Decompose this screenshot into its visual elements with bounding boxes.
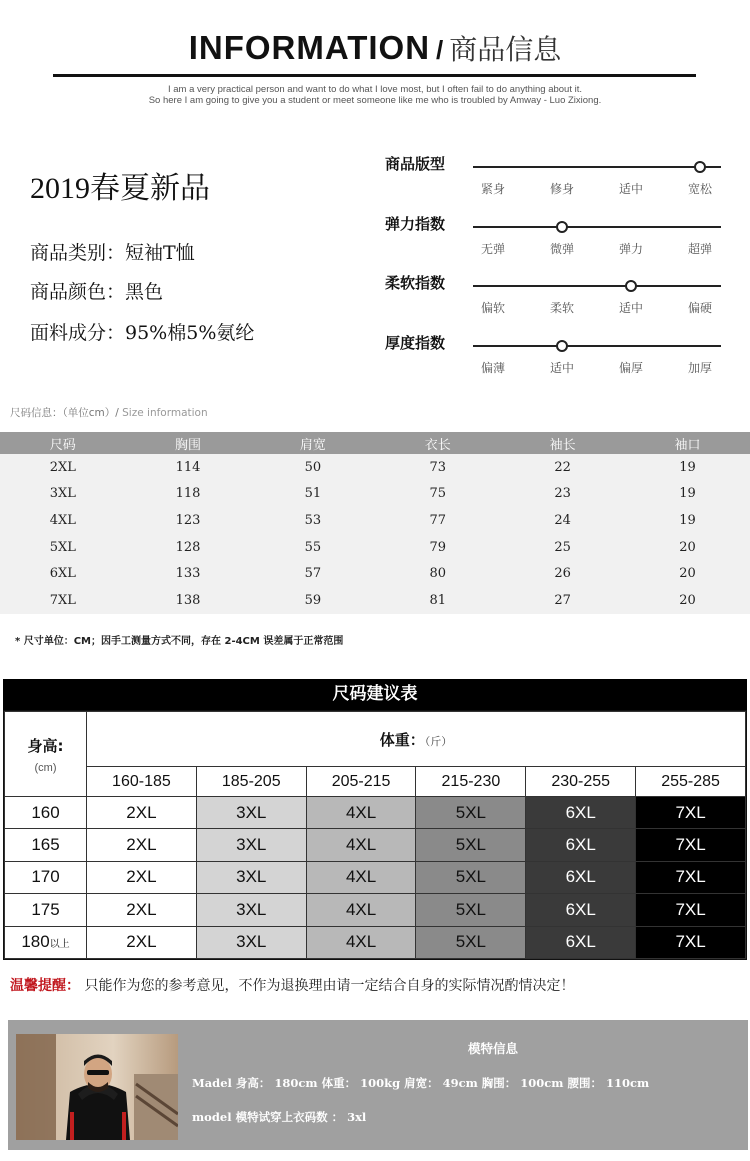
header-cell: 衣长 xyxy=(375,432,500,454)
recommend-row xyxy=(5,829,746,861)
table-cell: 6XL xyxy=(0,560,126,587)
header-cell: 袖长 xyxy=(500,432,625,454)
quote-line-1: I am a very practical person and want to do what I love most, but I often fail to do anything about it. xyxy=(167,84,582,95)
index-option: 偏厚 xyxy=(618,361,643,375)
product-color: 商品颜色：黑色 xyxy=(30,281,164,303)
index-marker xyxy=(625,280,637,292)
height-value xyxy=(5,894,87,926)
height-value xyxy=(5,861,87,893)
size-table-header xyxy=(0,432,750,454)
size-cell: 5XL xyxy=(416,861,526,893)
recommend-table xyxy=(4,711,746,959)
table-cell: 53 xyxy=(250,507,375,534)
height-header xyxy=(5,712,87,797)
index-label: 弹力指数 xyxy=(385,215,446,233)
warm-tip xyxy=(10,975,574,995)
warm-tip-text: 只能作为您的参考意见，不作为退换理由请一定结合自身的实际情况酌情决定！ xyxy=(80,978,575,994)
size-cell: 4XL xyxy=(306,894,416,926)
recommend-row xyxy=(5,861,746,893)
index-option: 无弹 xyxy=(480,242,505,256)
weight-range: 255-285 xyxy=(636,767,746,797)
size-cell: 4XL xyxy=(306,861,416,893)
size-cell: 6XL xyxy=(526,894,636,926)
size-cell: 6XL xyxy=(526,861,636,893)
model-info xyxy=(8,1020,748,1150)
header xyxy=(0,0,750,110)
table-cell: 128 xyxy=(126,534,251,561)
index-option: 紧身 xyxy=(480,182,505,196)
index-option: 偏软 xyxy=(480,301,505,315)
model-title: 模特信息 xyxy=(468,1041,519,1056)
title-chinese: 商品信息 xyxy=(449,33,562,66)
index-elasticity xyxy=(385,213,725,263)
table-cell: 51 xyxy=(250,481,375,508)
product-name: 2019春夏新品 xyxy=(30,172,210,205)
index-label: 商品版型 xyxy=(385,155,446,173)
size-caption-cn: 尺码信息：（单位cm）/ xyxy=(10,407,119,419)
table-cell: 123 xyxy=(126,507,251,534)
table-cell: 133 xyxy=(126,560,251,587)
index-track xyxy=(473,345,721,347)
size-cell: 6XL xyxy=(526,926,636,958)
table-cell: 4XL xyxy=(0,507,126,534)
table-cell: 23 xyxy=(500,481,625,508)
size-cell: 5XL xyxy=(416,926,526,958)
weight-range: 230-255 xyxy=(526,767,636,797)
weight-header xyxy=(87,712,746,767)
index-softness xyxy=(385,272,725,322)
table-cell: 3XL xyxy=(0,481,126,508)
height-unit: (cm) xyxy=(34,761,57,774)
size-cell: 2XL xyxy=(87,861,197,893)
index-fit xyxy=(385,153,725,203)
recommend-row xyxy=(5,797,746,829)
table-cell: 20 xyxy=(625,587,750,614)
size-cell: 6XL xyxy=(526,797,636,829)
height-number: 175 xyxy=(31,899,60,919)
index-thickness xyxy=(385,332,725,382)
title-row xyxy=(0,28,750,68)
height-number: 165 xyxy=(31,835,60,855)
index-label: 厚度指数 xyxy=(385,334,446,352)
index-option: 适中 xyxy=(618,182,643,196)
size-cell: 3XL xyxy=(196,829,306,861)
product-fabric: 面料成分：95%棉5%氨纶 xyxy=(30,322,255,344)
weight-range: 215-230 xyxy=(416,767,526,797)
header-cell: 胸围 xyxy=(126,432,251,454)
size-cell: 7XL xyxy=(636,894,746,926)
size-cell: 7XL xyxy=(636,829,746,861)
table-cell: 19 xyxy=(625,507,750,534)
table-cell: 2XL xyxy=(0,454,126,481)
height-value xyxy=(5,797,87,829)
weight-range: 160-185 xyxy=(87,767,197,797)
index-option: 超弹 xyxy=(687,242,712,256)
table-cell: 24 xyxy=(500,507,625,534)
table-cell: 118 xyxy=(126,481,251,508)
height-number: 170 xyxy=(31,867,60,887)
size-cell: 4XL xyxy=(306,926,416,958)
weight-unit: （斤） xyxy=(424,734,453,748)
header-cell: 尺码 xyxy=(0,432,126,454)
table-cell: 27 xyxy=(500,587,625,614)
size-cell: 2XL xyxy=(87,894,197,926)
table-row xyxy=(0,560,750,587)
size-cell: 3XL xyxy=(196,926,306,958)
table-cell: 77 xyxy=(375,507,500,534)
table-row xyxy=(0,587,750,614)
table-cell: 57 xyxy=(250,560,375,587)
table-cell: 73 xyxy=(375,454,500,481)
height-suffix: 以上 xyxy=(49,939,70,951)
index-option: 微弹 xyxy=(549,242,574,256)
table-row xyxy=(0,481,750,508)
header-rule xyxy=(53,74,696,77)
table-row xyxy=(0,507,750,534)
index-option: 弹力 xyxy=(618,242,643,256)
header-cell: 袖口 xyxy=(625,432,750,454)
index-option: 偏薄 xyxy=(480,361,505,375)
size-cell: 5XL xyxy=(416,829,526,861)
table-cell: 7XL xyxy=(0,587,126,614)
index-marker xyxy=(556,221,568,233)
index-track xyxy=(473,166,721,168)
table-cell: 19 xyxy=(625,481,750,508)
index-track xyxy=(473,285,721,287)
index-option: 宽松 xyxy=(687,182,712,196)
size-cell: 5XL xyxy=(416,797,526,829)
table-cell: 22 xyxy=(500,454,625,481)
size-cell: 3XL xyxy=(196,797,306,829)
index-option: 适中 xyxy=(549,361,574,375)
table-cell: 55 xyxy=(250,534,375,561)
index-option: 修身 xyxy=(549,182,574,196)
recommend-title: 尺码建议表 xyxy=(3,679,747,710)
table-cell: 19 xyxy=(625,454,750,481)
recommend-weight-row xyxy=(5,712,746,767)
recommend-row xyxy=(5,926,746,958)
recommend-range-row xyxy=(5,767,746,797)
index-option: 偏硬 xyxy=(687,301,712,315)
model-measurements: Madel 身高： 180cm 体重： 100kg 肩宽： 49cm 胸围： 100cm 腰围： 110cm xyxy=(192,1076,650,1090)
index-track xyxy=(473,226,721,228)
model-fit-size: model 模特试穿上衣码数 ： 3xl xyxy=(192,1110,367,1124)
size-cell: 7XL xyxy=(636,797,746,829)
table-cell: 20 xyxy=(625,534,750,561)
size-cell: 4XL xyxy=(306,829,416,861)
size-cell: 6XL xyxy=(526,829,636,861)
model-photo-image xyxy=(16,1034,178,1140)
size-caption xyxy=(10,405,208,420)
size-cell: 5XL xyxy=(416,894,526,926)
index-option: 加厚 xyxy=(687,361,712,375)
table-cell: 81 xyxy=(375,587,500,614)
weight-range: 185-205 xyxy=(196,767,306,797)
size-cell: 2XL xyxy=(87,926,197,958)
height-value xyxy=(5,926,87,958)
table-cell: 75 xyxy=(375,481,500,508)
table-cell: 25 xyxy=(500,534,625,561)
table-row xyxy=(0,454,750,481)
table-cell: 114 xyxy=(126,454,251,481)
table-row xyxy=(0,534,750,561)
height-number: 160 xyxy=(31,802,60,822)
size-table xyxy=(0,432,750,614)
model-photo xyxy=(16,1034,178,1140)
warm-tip-label: 温馨提醒： xyxy=(10,978,80,994)
index-marker xyxy=(556,340,568,352)
title-english: INFORMATION xyxy=(188,29,431,66)
size-cell: 3XL xyxy=(196,861,306,893)
height-number: 180 xyxy=(21,932,50,952)
quote-line-2: So here I am going to give you a student or meet someone like me who is troubled by Amway - Luo Zixiong. xyxy=(148,95,602,106)
recommend-row xyxy=(5,894,746,926)
header-cell: 肩宽 xyxy=(250,432,375,454)
size-cell: 7XL xyxy=(636,861,746,893)
size-cell: 2XL xyxy=(87,797,197,829)
weight-range: 205-215 xyxy=(306,767,416,797)
height-value xyxy=(5,829,87,861)
index-marker xyxy=(694,161,706,173)
table-cell: 59 xyxy=(250,587,375,614)
table-cell: 26 xyxy=(500,560,625,587)
index-label: 柔软指数 xyxy=(385,274,446,292)
recommend-table-wrap xyxy=(3,710,747,960)
size-cell: 2XL xyxy=(87,829,197,861)
index-option: 适中 xyxy=(618,301,643,315)
product-category: 商品类别：短袖T恤 xyxy=(30,242,195,264)
table-cell: 79 xyxy=(375,534,500,561)
table-cell: 5XL xyxy=(0,534,126,561)
index-option: 柔软 xyxy=(549,301,574,315)
table-cell: 80 xyxy=(375,560,500,587)
height-label: 身高: xyxy=(27,736,64,755)
size-caption-en: Size information xyxy=(118,407,208,419)
weight-label: 体重： xyxy=(379,730,425,749)
table-cell: 138 xyxy=(126,587,251,614)
table-cell: 20 xyxy=(625,560,750,587)
size-cell: 4XL xyxy=(306,797,416,829)
table-cell: 50 xyxy=(250,454,375,481)
size-cell: 7XL xyxy=(636,926,746,958)
title-separator: / xyxy=(436,35,444,65)
size-cell: 3XL xyxy=(196,894,306,926)
size-note: * 尺寸单位：CM；因手工测量方式不同，存在 2-4CM 误差属于正常范围 xyxy=(15,636,344,647)
